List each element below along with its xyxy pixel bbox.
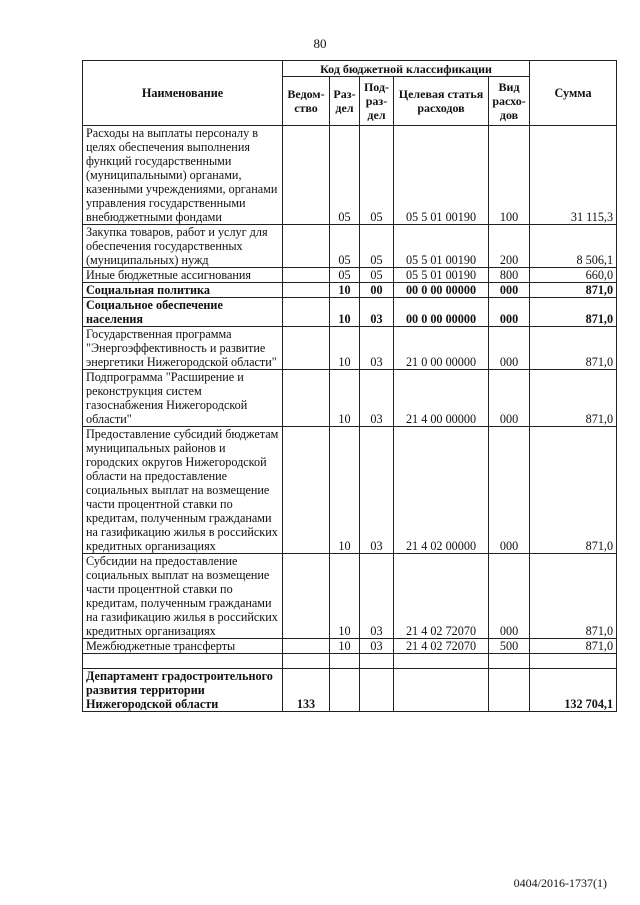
row-name: Подпрограмма "Расширение и реконструкция систем газоснабжения Нижегородской области" bbox=[83, 370, 283, 427]
spacer-cell bbox=[360, 654, 394, 669]
row-celevaya: 00 0 00 00000 bbox=[394, 298, 489, 327]
header-summa: Сумма bbox=[530, 61, 617, 126]
row-razdel: 10 bbox=[330, 370, 360, 427]
row-vid: 000 bbox=[489, 327, 530, 370]
header-razdel: Раз-дел bbox=[330, 77, 360, 126]
header-vid: Вид расхо-дов bbox=[489, 77, 530, 126]
table-row bbox=[83, 283, 617, 298]
row-vedomstvo bbox=[283, 225, 330, 268]
row-celevaya: 21 4 02 72070 bbox=[394, 639, 489, 654]
row-name: Иные бюджетные ассигнования bbox=[83, 268, 283, 283]
row-summa: 871,0 bbox=[530, 327, 617, 370]
row-podrazdel: 03 bbox=[360, 327, 394, 370]
row-vid: 000 bbox=[489, 427, 530, 554]
header-code-group: Код бюджетной классификации bbox=[283, 61, 530, 77]
row-summa: 132 704,1 bbox=[530, 669, 617, 712]
row-vedomstvo bbox=[283, 427, 330, 554]
table-spacer-row bbox=[83, 654, 617, 669]
row-podrazdel: 03 bbox=[360, 370, 394, 427]
row-podrazdel: 05 bbox=[360, 268, 394, 283]
row-razdel: 05 bbox=[330, 126, 360, 225]
page-number: 80 bbox=[313, 36, 327, 51]
table-row bbox=[83, 427, 617, 554]
row-razdel: 05 bbox=[330, 268, 360, 283]
row-vid: 200 bbox=[489, 225, 530, 268]
row-vedomstvo bbox=[283, 554, 330, 639]
row-podrazdel: 05 bbox=[360, 225, 394, 268]
row-summa: 660,0 bbox=[530, 268, 617, 283]
table-row bbox=[83, 370, 617, 427]
row-celevaya: 05 5 01 00190 bbox=[394, 268, 489, 283]
row-summa: 871,0 bbox=[530, 298, 617, 327]
row-vedomstvo bbox=[283, 298, 330, 327]
header-vedomstvo: Ведом-ство bbox=[283, 77, 330, 126]
row-name: Межбюджетные трансферты bbox=[83, 639, 283, 654]
row-podrazdel: 00 bbox=[360, 283, 394, 298]
header-podrazdel: Под-раз-дел bbox=[360, 77, 394, 126]
row-razdel: 10 bbox=[330, 327, 360, 370]
table-row bbox=[83, 554, 617, 639]
row-summa: 871,0 bbox=[530, 554, 617, 639]
budget-classification-table bbox=[82, 60, 617, 712]
row-vedomstvo bbox=[283, 370, 330, 427]
row-celevaya: 21 4 02 00000 bbox=[394, 427, 489, 554]
table-row bbox=[83, 327, 617, 370]
header-name: Наименование bbox=[83, 61, 283, 126]
row-vid bbox=[489, 669, 530, 712]
row-summa: 871,0 bbox=[530, 639, 617, 654]
row-vedomstvo bbox=[283, 639, 330, 654]
table-row bbox=[83, 225, 617, 268]
row-celevaya bbox=[394, 669, 489, 712]
row-name: Субсидии на предоставление социальных выплат на возмещение части процентной ставки по кредитам, полученным гражданами на газификацию жилья в российских кредитных организациях bbox=[83, 554, 283, 639]
row-name: Предоставление субсидий бюджетам муниципальных районов и городских округов Нижегородской области на предоставление социальных выплат на возмещение части процентной ставки по кредитам, полученным гражданами на газификацию жилья в российских кредитных организациях bbox=[83, 427, 283, 554]
row-vedomstvo bbox=[283, 268, 330, 283]
row-podrazdel: 03 bbox=[360, 554, 394, 639]
spacer-cell bbox=[330, 654, 360, 669]
row-vid: 500 bbox=[489, 639, 530, 654]
row-vedomstvo: 133 bbox=[283, 669, 330, 712]
row-name: Государственная программа "Энергоэффективность и развитие энергетики Нижегородской области" bbox=[83, 327, 283, 370]
row-celevaya: 21 4 02 72070 bbox=[394, 554, 489, 639]
header-celevaya: Целевая статья расходов bbox=[394, 77, 489, 126]
row-vedomstvo bbox=[283, 327, 330, 370]
row-vid: 800 bbox=[489, 268, 530, 283]
row-summa: 871,0 bbox=[530, 370, 617, 427]
row-celevaya: 21 4 00 00000 bbox=[394, 370, 489, 427]
table-row bbox=[83, 298, 617, 327]
row-vid: 000 bbox=[489, 554, 530, 639]
row-razdel: 10 bbox=[330, 554, 360, 639]
table-row bbox=[83, 639, 617, 654]
row-summa: 8 506,1 bbox=[530, 225, 617, 268]
spacer-cell bbox=[83, 654, 283, 669]
table-row-department bbox=[83, 669, 617, 712]
row-podrazdel: 03 bbox=[360, 298, 394, 327]
row-podrazdel bbox=[360, 669, 394, 712]
row-vedomstvo bbox=[283, 126, 330, 225]
row-vid: 000 bbox=[489, 370, 530, 427]
row-vid: 000 bbox=[489, 298, 530, 327]
row-celevaya: 05 5 01 00190 bbox=[394, 225, 489, 268]
table-row bbox=[83, 126, 617, 225]
row-name: Департамент градостроительного развития территории Нижегородской области bbox=[83, 669, 283, 712]
spacer-cell bbox=[489, 654, 530, 669]
row-name: Социальная политика bbox=[83, 283, 283, 298]
row-vid: 000 bbox=[489, 283, 530, 298]
row-razdel bbox=[330, 669, 360, 712]
row-summa: 31 115,3 bbox=[530, 126, 617, 225]
row-summa: 871,0 bbox=[530, 283, 617, 298]
table-row bbox=[83, 268, 617, 283]
row-podrazdel: 05 bbox=[360, 126, 394, 225]
spacer-cell bbox=[394, 654, 489, 669]
spacer-cell bbox=[283, 654, 330, 669]
document-code: 0404/2016-1737(1) bbox=[513, 876, 607, 890]
row-razdel: 10 bbox=[330, 427, 360, 554]
row-name: Закупка товаров, работ и услуг для обеспечения государственных (муниципальных) нужд bbox=[83, 225, 283, 268]
row-vid: 100 bbox=[489, 126, 530, 225]
row-podrazdel: 03 bbox=[360, 427, 394, 554]
row-podrazdel: 03 bbox=[360, 639, 394, 654]
spacer-cell bbox=[530, 654, 617, 669]
row-celevaya: 05 5 01 00190 bbox=[394, 126, 489, 225]
row-razdel: 10 bbox=[330, 298, 360, 327]
row-name: Расходы на выплаты персоналу в целях обеспечения выполнения функций государственными (муниципальными) органами, казенными учреждениями, органами управления государственными внебюджетными фондами bbox=[83, 126, 283, 225]
row-celevaya: 00 0 00 00000 bbox=[394, 283, 489, 298]
row-vedomstvo bbox=[283, 283, 330, 298]
row-razdel: 10 bbox=[330, 283, 360, 298]
row-celevaya: 21 0 00 00000 bbox=[394, 327, 489, 370]
row-name: Социальное обеспечение населения bbox=[83, 298, 283, 327]
row-razdel: 10 bbox=[330, 639, 360, 654]
row-razdel: 05 bbox=[330, 225, 360, 268]
row-summa: 871,0 bbox=[530, 427, 617, 554]
